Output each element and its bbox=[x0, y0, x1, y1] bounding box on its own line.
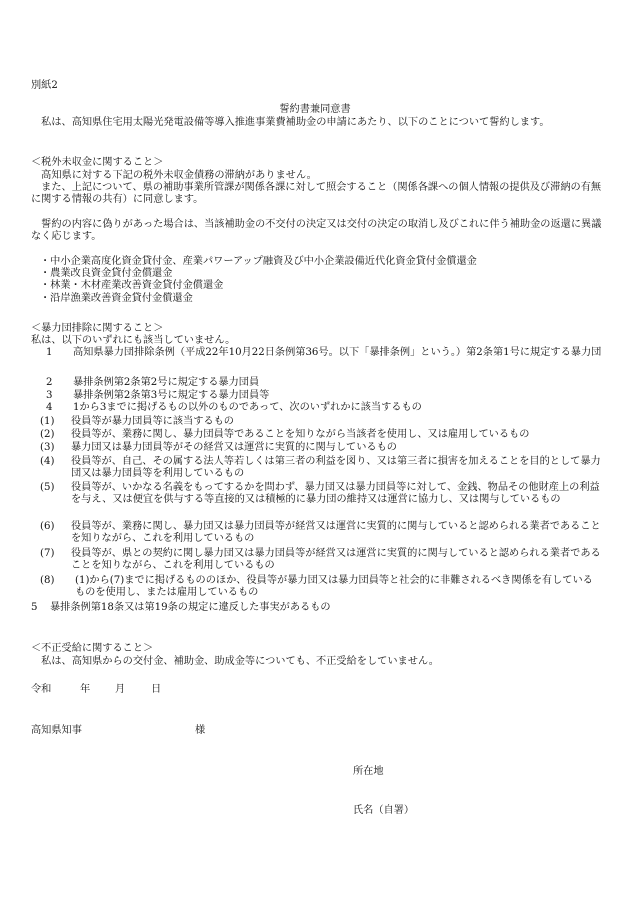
tax-list-item: ・農業改良資金貸付金償還金 bbox=[40, 268, 173, 279]
date-year-label: 年 bbox=[80, 684, 91, 695]
boryoku-item-text: 1から3までに掲げるもの以外のものであって、次のいずれかに該当するもの bbox=[73, 402, 422, 413]
boryoku-subitem-number: (2) bbox=[40, 429, 55, 440]
page-title: 誓約書兼同意書 bbox=[279, 104, 351, 115]
boryoku-item-text: 暴排条例第18条又は第19条の規定に違反した事実があるもの bbox=[50, 602, 331, 613]
boryoku-subitem-text: 役員等が、業務に関し、暴力団又は暴力団員等が経営又は運営に実質的に関与していると認められる業者であることを知りながら、これを利用しているもの bbox=[71, 521, 601, 545]
boryoku-subitem-text: 役員等が、業務に関し、暴力団員等であることを知りながら当該者を使用し、又は雇用しているもの bbox=[71, 429, 530, 440]
boryoku-subitem-number: (8) bbox=[40, 575, 55, 586]
boryoku-subitem-number: (3) bbox=[40, 442, 55, 453]
tax-list-item: ・中小企業高度化資金貸付金、産業パワーアップ融資及び中小企業設備近代化資金貸付金償還金 bbox=[40, 256, 477, 267]
boryoku-subitem-text: 役員等が、自己、その属する法人等若しくは第三者の利益を図り、又は第三者に損害を加えることを目的として暴力団又は暴力団員等を利用しているもの bbox=[71, 456, 601, 480]
tax-list-item: ・沿岸漁業改善資金貸付金償還金 bbox=[40, 293, 193, 304]
boryoku-lead: 私は、以下のいずれにも該当していません。 bbox=[31, 335, 236, 346]
boryoku-subitem-text: 役員等が暴力団員等に該当するもの bbox=[71, 416, 234, 427]
name-signature-label: 氏名（自署） bbox=[353, 805, 415, 816]
boryoku-subitem-text: 役員等が、県との契約に関し暴力団又は暴力団員等が経営又は運営に実質的に関与していると認められる業者であることを知りながら、これを利用しているもの bbox=[71, 548, 601, 572]
date-era: 令和 bbox=[31, 684, 52, 695]
boryoku-subitem-number: (1) bbox=[40, 416, 55, 427]
boryoku-subitem-text: 役員等が、いかなる名義をもってするかを問わず、暴力団又は暴力団員等に対して、金銭、物品その他財産上の利益を与え、又は便宜を供与する等直接的又は積極的に暴力団の維持又は運営に協力し、又は関与しているもの bbox=[71, 482, 600, 506]
boryoku-item-text: 高知県暴力団排除条例（平成22年10月22日条例第36号。以下「暴排条例」という。）第2条第1号に規定する暴力団 bbox=[73, 347, 602, 358]
boryoku-item-text: 暴排条例第2条第3号に規定する暴力団員等 bbox=[73, 390, 270, 401]
date-day-label: 日 bbox=[151, 684, 162, 695]
boryoku-subitem-number: (5) bbox=[40, 482, 55, 493]
tax-paragraph-2: また、上記について、県の補助事業所管課が関係各課に対して照会すること（関係各課への個人情報の提供及び滞納の有無に関する情報の共有）に同意します。 bbox=[31, 182, 602, 206]
boryoku-subitem-text: (1)から(7)までに掲げるもののほか、役員等が暴力団又は暴力団員等と社会的に非難されるべき関係を有しているものを使用し、または雇用しているもの bbox=[75, 575, 593, 599]
intro-paragraph: 私は、高知県住宅用太陽光発電設備等導入推進事業費補助金の申請にあたり、以下のことについて誓約します。 bbox=[31, 117, 550, 128]
boryoku-subitem-number: (4) bbox=[40, 456, 55, 467]
boryoku-item-number: 4 bbox=[46, 402, 53, 413]
fusei-heading: ＜不正受給に関すること＞ bbox=[31, 643, 154, 654]
tax-heading: ＜税外未収金に関すること＞ bbox=[31, 157, 164, 168]
boryoku-subitem-number: (6) bbox=[40, 521, 55, 532]
boryoku-heading: ＜暴力団排除に関すること＞ bbox=[31, 323, 164, 334]
doc-label: 別紙2 bbox=[31, 80, 58, 91]
boryoku-subitem-text: 暴力団又は暴力団員等がその経営又は運営に実質的に関与しているもの bbox=[71, 442, 397, 453]
boryoku-item-number: 3 bbox=[46, 390, 53, 401]
date-month-label: 月 bbox=[115, 684, 126, 695]
boryoku-item-number: 2 bbox=[46, 377, 53, 388]
boryoku-item-number: 1 bbox=[46, 347, 53, 358]
honorific: 様 bbox=[195, 725, 206, 736]
tax-paragraph-3: 誓約の内容に偽りがあった場合は、当該補助金の不交付の決定又は交付の決定の取消し及びこれに伴う補助金の返還に異議なく応じます。 bbox=[31, 219, 602, 243]
tax-paragraph-1: 高知県に対する下記の税外未収金債務の滞納がありません。 bbox=[31, 170, 317, 181]
tax-list-item: ・林業・木材産業改善資金貸付金償還金 bbox=[40, 280, 224, 291]
address-label: 所在地 bbox=[353, 766, 384, 777]
fusei-paragraph: 私は、高知県からの交付金、補助金、助成金等についても、不正受給をしていません。 bbox=[31, 656, 439, 667]
boryoku-subitem-number: (7) bbox=[40, 548, 55, 559]
boryoku-item-text: 暴排条例第2条第2号に規定する暴力団員 bbox=[73, 377, 260, 388]
boryoku-item-number: 5 bbox=[31, 602, 38, 613]
addressee: 高知県知事 bbox=[31, 725, 82, 736]
